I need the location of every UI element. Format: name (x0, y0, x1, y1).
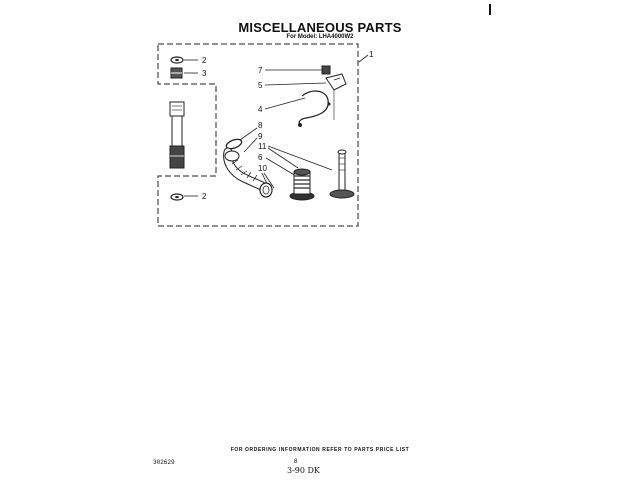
callout-2-bottom: 2 (202, 192, 207, 201)
callout-8: 8 (258, 121, 263, 130)
leader-11a (268, 146, 332, 170)
page-title: MISCELLANEOUS PARTS (238, 20, 402, 35)
page-number: 8 (294, 459, 298, 465)
callout-2-top: 2 (202, 56, 207, 65)
inlet-hose (170, 102, 184, 168)
model-subtitle: For Model: LHA4000W2 (286, 34, 354, 40)
ordering-note: FOR ORDERING INFORMATION REFER TO PARTS PRICE LIST (230, 447, 410, 453)
snubber (290, 169, 314, 200)
callout-7: 7 (258, 66, 263, 75)
bracket (326, 74, 346, 90)
leader-11b (268, 148, 298, 168)
handwritten-note: 3-90 DK (287, 466, 320, 475)
leader-4 (265, 98, 305, 109)
callout-4: 4 (258, 105, 263, 114)
callout-1: 1 (369, 50, 374, 59)
leveling-leg (330, 150, 354, 198)
callout-6: 6 (258, 153, 263, 162)
callout-9: 9 (258, 132, 263, 141)
leader-5 (265, 83, 326, 85)
wire-harness (299, 91, 328, 124)
callout-5: 5 (258, 81, 263, 90)
leader-9 (244, 138, 257, 152)
callout-3: 3 (202, 69, 207, 78)
leader-6 (266, 158, 296, 176)
leader-1 (359, 55, 368, 62)
foot-pad (330, 190, 354, 198)
clip (322, 66, 330, 74)
doc-number: 302629 (153, 459, 175, 466)
callout-10: 10 (258, 164, 267, 173)
callout-11: 11 (258, 142, 267, 151)
leader-8 (240, 128, 257, 140)
